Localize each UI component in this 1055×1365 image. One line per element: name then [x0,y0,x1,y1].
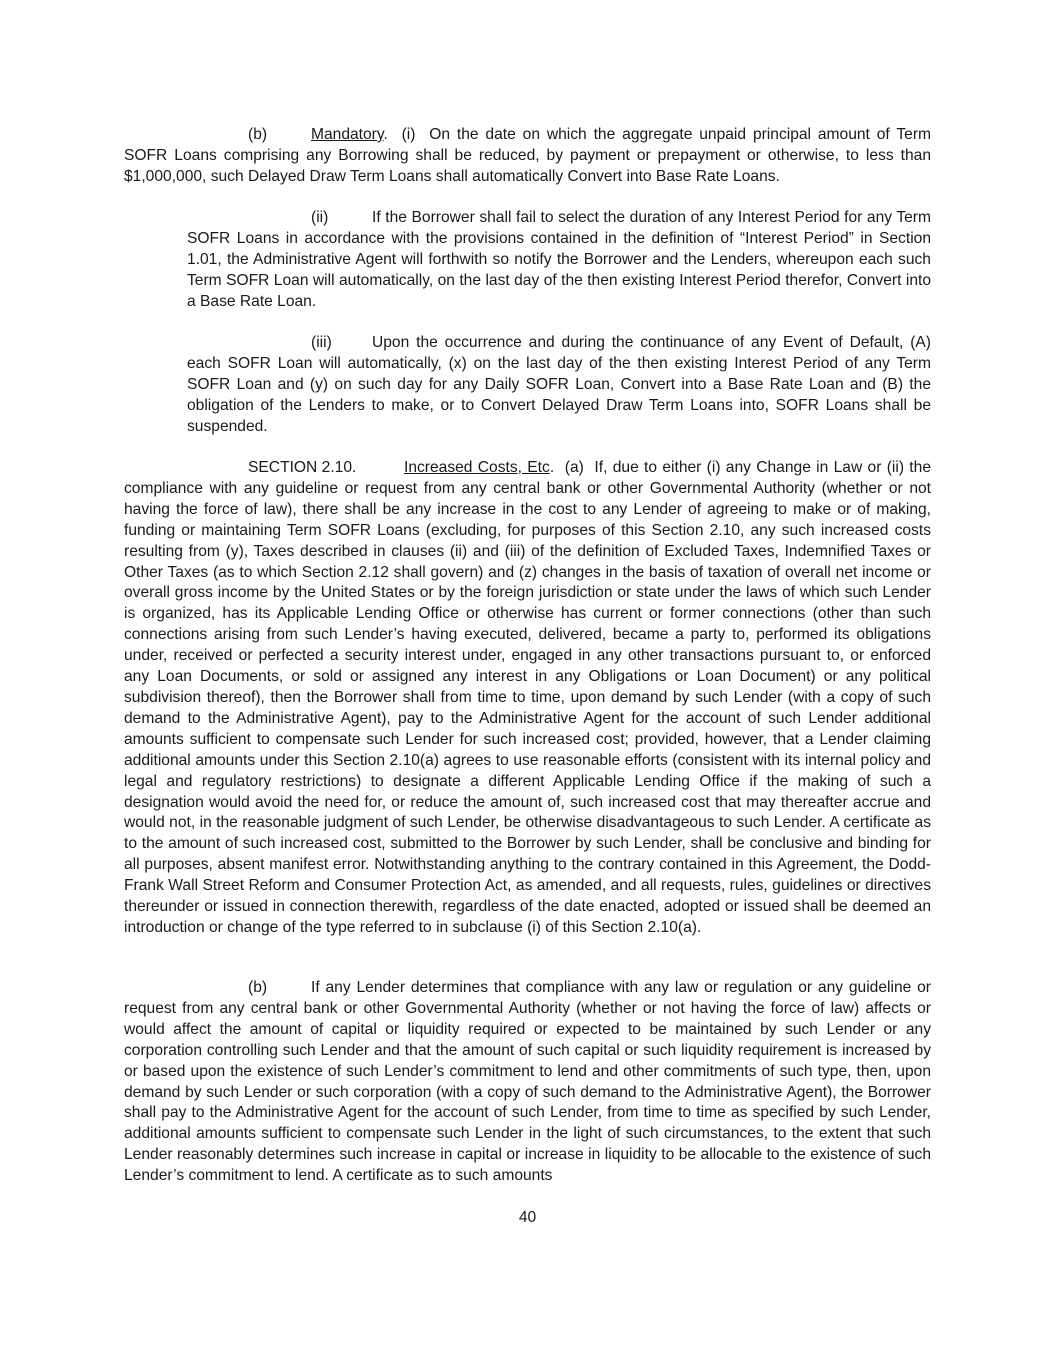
paragraph-label: (ii) [311,209,329,226]
paragraph-label: (iii) [311,334,332,351]
section-label: SECTION 2.10. [248,459,357,476]
heading-mandatory: Mandatory [311,126,384,143]
paragraph-text: Upon the occurrence and during the continuance of any Event of Default, (A) each SOFR Loan will automatically, (x) on the last day of the then existing Interest Period of any Term SOFR Loan and (y) on such day for any Daily SOFR Loan, Convert into a Base Rate Loan and (B) the obligation of the Lenders to make, or to Convert Delayed Draw Term Loans into, SOFR Loans shall be suspended. [187,334,931,435]
paragraph-b-mandatory: (b) Mandatory. (i) On the date on which the aggregate unpaid principal amount of Term SOFR Loans comprising any Borrowing shall be reduced, by payment or prepayment or otherwise, to less than $1,000,000, such Delayed Draw Term Loans shall automatically Convert into Base Rate Loans. [124,126,932,185]
paragraph-text: On the date on which the aggregate unpaid principal amount of Term SOFR Loans comprising any Borrowing shall be reduced, by payment or prepayment or otherwise, to less than $1,000,000, such Delayed Draw Term Loans shall automatically Convert into Base Rate Loans. [124,126,932,185]
paragraph-text: If, due to either (i) any Change in Law or (ii) the compliance with any guideline or request from any central bank or other Governmental Authority (whether or not having the force of law), there shall be any increase in the cost to any Lender of agreeing to make or of making, funding or maintaining Term SOFR Loans (excluding, for purposes of this Section 2.10, any such increased costs resulting from (y), Taxes described in clauses (ii) and (iii) of the definition of Excluded Taxes, Indemnified Taxes or Other Taxes (as to which Section 2.12 shall govern) and (z) changes in the basis of taxation of overall net income or overall gross income by the United States or by the foreign jurisdiction or state under the laws of which such Lender is organized, has its Applicable Lending Office or otherwise has current or former connections (other than such connections arising from such Lender’s having executed, delivered, became a party to, performed its obligations under, received or perfected a security interest under, engaged in any other transactions pursuant to, or enforced any Loan Documents, or sold or assigned any interest in any Obligations or Loan Document) or any political subdivision thereof), then the Borrower shall from time to time, upon demand by such Lender (with a copy of such demand to the Administrative Agent), pay to the Administrative Agent for the account of such Lender additional amounts sufficient to compensate such Lender for such increased cost; provided, however, that a Lender claiming additional amounts under this Section 2.10(a) agrees to use reasonable efforts (consistent with its internal policy and legal and regulatory restrictions) to designate a different Applicable Lending Office if the making of such a designation would avoid the need for, or reduce the amount of, such increased cost that may thereafter accrue and would not, in the reasonable judgment of such Lender, be otherwise disadvantageous to such Lender. A certificate as to the amount of such increased cost, submitted to the Borrower by such Lender, shall be conclusive and binding for all purposes, absent manifest error. Notwithstanding anything to the contrary contained in this Agreement, the Dodd-Frank Wall Street Reform and Consumer Protection Act, as amended, and all requests, rules, guidelines or directives thereunder or issued in connection therewith, regardless of the date enacted, adopted or issued shall be deemed an introduction or change of the type referred to in subclause (i) of this Section 2.10(a). [124,459,931,936]
section-2-10: SECTION 2.10. Increased Costs, Etc. (a) If, due to either (i) any Change in Law or (ii) the compliance with any guideline or request from any central bank or other Governmental Authority (whether or not having the force of law), there shall be any increase in the cost to any Lender of agreeing to make or of making, funding or maintaining Term SOFR Loans (excluding, for purposes of this Section 2.10, any such increased costs resulting from (y), Taxes described in clauses (ii) and (iii) of the definition of Excluded Taxes, Indemnified Taxes or Other Taxes (as to which Section 2.12 shall govern) and (z) changes in the basis of taxation of overall net income or overall gross income by the United States or by the foreign jurisdiction or state under the laws of which such Lender is organized, has its Applicable Lending Office or otherwise has current or former connections (other than such connections arising from such Lender’s having executed, delivered, became a party to, performed its obligations under, received or perfected a security interest under, engaged in any other transactions pursuant to, or enforced any Loan Documents, or sold or assigned any interest in any Obligations or Loan Document) or any political subdivision thereof), then the Borrower shall from time to time, upon demand by such Lender (with a copy of such demand to the Administrative Agent), pay to the Administrative Agent for the account of such Lender additional amounts sufficient to compensate such Lender for such increased cost; provided, however, that a Lender claiming additional amounts under this Section 2.10(a) agrees to use reasonable efforts (consistent with its internal policy and legal and regulatory restrictions) to designate a different Applicable Lending Office if the making of such a designation would avoid the need for, or reduce the amount of, such increased cost that may thereafter accrue and would not, in the reasonable judgment of such Lender, be otherwise disadvantageous to such Lender. A certificate as to the amount of such increased cost, submitted to the Borrower by such Lender, shall be conclusive and binding for all purposes, absent manifest error. Notwithstanding anything to the contrary contained in this Agreement, the Dodd-Frank Wall Street Reform and Consumer Protection Act, as amended, and all requests, rules, guidelines or directives thereunder or issued in connection therewith, regardless of the date enacted, adopted or issued shall be deemed an introduction or change of the type referred to in subclause (i) of this Section 2.10(a). [124,459,931,936]
paragraph-text: If any Lender determines that compliance with any law or regulation or any guideline or request from any central bank or other Governmental Authority (whether or not having the force of law) affects or would affect the amount of capital or liquidity required or expected to be maintained by such Lender or any corporation controlling such Lender and that the amount of such capital or such liquidity requirement is increased by or based upon the existence of such Lender’s commitment to lend and other commitments of such type, then, upon demand by such Lender or such corporation (with a copy of such demand to the Administrative Agent), the Borrower shall pay to the Administrative Agent for the account of such Lender, from time to time as specified by such Lender, additional amounts sufficient to compensate such Lender in the light of such circumstances, to the extent that such Lender reasonably determines such increase in capital or increase in liquidity to be allocable to the existence of such Lender’s commitment to lend. A certificate as to such amounts [124,979,931,1185]
heading-increased-costs: Increased Costs, Etc [404,459,550,476]
paragraph-iii [187,333,931,438]
paragraph-label: (b) [248,126,268,143]
sub-label: (a) [564,459,584,476]
paragraph-label: (b) [248,979,268,996]
paragraph-ii [187,208,931,313]
paragraph-text: If the Borrower shall fail to select the duration of any Interest Period for any Term SOFR Loans in accordance with the provisions contained in the definition of “Interest Period” in Section 1.01, the Administrative Agent will forthwith so notify the Borrower and the Lenders, whereupon each such Term SOFR Loan will automatically, on the last day of the then existing Interest Period therefor, Convert into a Base Rate Loan. [187,209,931,310]
paragraph-b-capital [124,978,931,1187]
page-number: 40 [518,1209,537,1226]
sub-label: (i) [401,126,416,143]
